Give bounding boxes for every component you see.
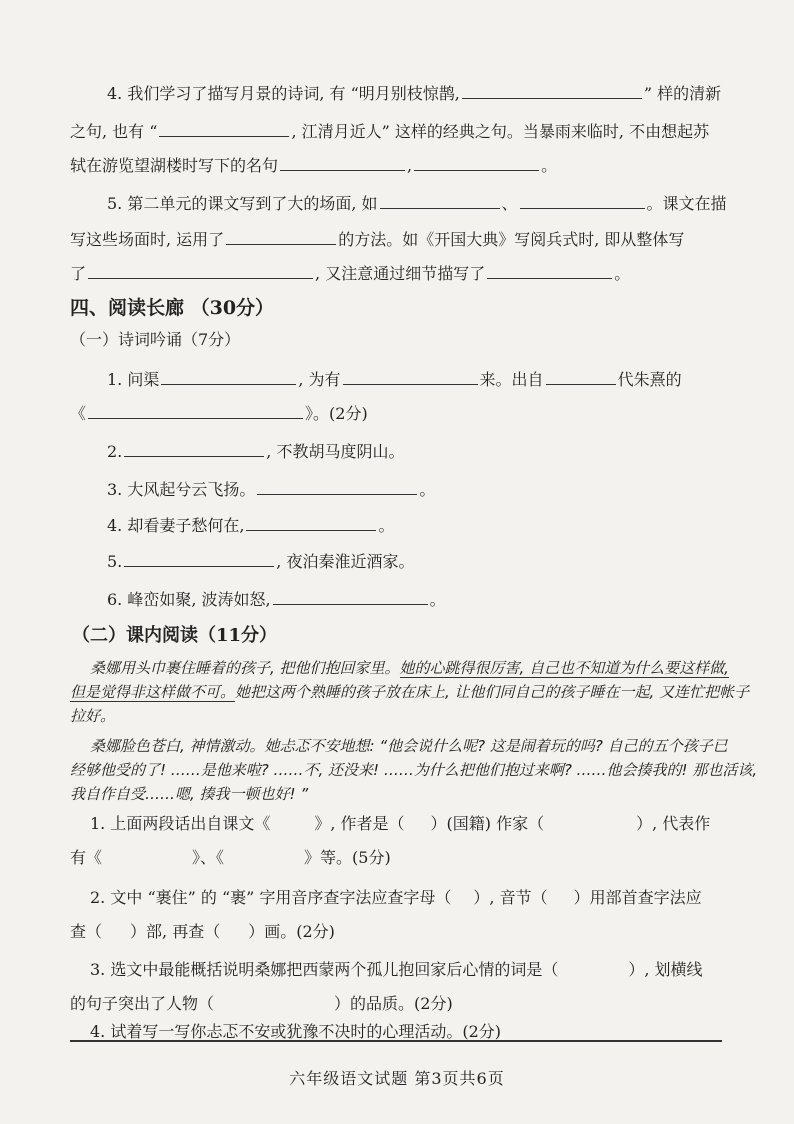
answer-blank[interactable] [462, 80, 642, 99]
answer-blank[interactable] [380, 190, 500, 209]
reading-q1-text-a: 1. 上面两段话出自课文《 [90, 814, 271, 833]
reading-q2-text-b: ）, 音节（ [473, 888, 548, 907]
poem-q2 [0, 438, 794, 464]
poem-q4 [0, 512, 794, 538]
reading-q2-text-d: 查（ [70, 922, 103, 941]
reading-q3-text-d: ）的品质。(2分) [334, 994, 453, 1013]
poem-q6-text-b: 。 [429, 590, 446, 609]
poem-q2-text-b: , 不教胡马度阴山。 [266, 442, 405, 461]
answer-blank[interactable] [88, 400, 303, 419]
answer-blank[interactable] [159, 118, 289, 137]
reading-q1-text-b: 》, 作者是（ [314, 814, 405, 833]
poem-q6 [0, 586, 794, 612]
q5-text-a: 5. 第二单元的课文写到了大的场面, 如 [107, 194, 378, 213]
reading-q1-text-d: ）, 代表作 [636, 814, 711, 833]
q5-text-h: 。 [614, 264, 631, 283]
reading-q1-text-f: 》、《 [192, 848, 225, 867]
answer-blank[interactable] [280, 152, 405, 171]
poem-q1-text-b: , 为有 [298, 370, 341, 389]
answer-blank[interactable] [520, 190, 645, 209]
reading-q1-line-2 [0, 846, 794, 870]
poem-q3 [0, 476, 794, 502]
poem-q4-text-a: 4. 却看妻子愁何在, [107, 516, 245, 535]
answer-blank[interactable] [124, 548, 274, 567]
part2-title: （二）课内阅读（11分） [72, 625, 278, 646]
q5-line-1 [0, 190, 794, 216]
q4-line-3 [0, 152, 794, 178]
q4-text-d: , 江清月近人” 这样的经典之句。当暴雨来临时, 不由想起苏 [291, 122, 710, 141]
q5-line-2 [0, 226, 794, 252]
answer-blank[interactable] [246, 512, 376, 531]
q4-text-g: 。 [541, 156, 558, 175]
q4-text-f: , [407, 156, 413, 175]
poem-q1-text-a: 1. 问渠 [107, 370, 160, 389]
q4-text-b: ” 样的清新 [643, 84, 722, 103]
answer-blank[interactable] [343, 366, 478, 385]
answer-blank[interactable] [414, 152, 539, 171]
reading-q1-text-g: 》等。(5分) [304, 848, 391, 867]
poem-q5-text-b: , 夜泊秦淮近酒家。 [276, 552, 415, 571]
q4-text-a: 4. 我们学习了描写月景的诗词, 有 “明月别枝惊鹊, [107, 84, 460, 103]
answer-blank[interactable] [161, 366, 296, 385]
reading-q3-text-c: 的句子突出了人物（ [70, 994, 215, 1013]
page-footer: 六年级语文试题 第3页共6页 [289, 1069, 505, 1088]
underlined-sentence: 她的心跳得很厉害, 自己也不知道为什么要这样做, [399, 659, 729, 677]
reading-q2-line-2 [0, 920, 794, 944]
answer-blank[interactable] [546, 366, 616, 385]
poem-q1-text-c: 来。出自 [479, 370, 544, 389]
poem-q1-line-1 [0, 366, 794, 392]
q5-line-3 [0, 260, 794, 286]
reading-q2-text-c: ）用部首查字法应 [573, 888, 702, 907]
poem-q5-text-a: 5. [107, 552, 123, 571]
poem-q1-line-2 [0, 400, 794, 426]
underlined-sentence: 但是觉得非这样做不可。 [70, 683, 236, 701]
passage-para2-line2: 经够他受的了! ……是他来啦? ……不, 还没来! ……为什么把他们抱过来啊? ……他会揍我的! 那也活该, [70, 761, 758, 779]
reading-q3-line-1 [0, 958, 794, 982]
poem-q3-text-a: 3. 大风起兮云飞扬。 [107, 480, 256, 499]
reading-q1-text-e: 有《 [70, 848, 103, 867]
reading-q2-line-1 [0, 886, 794, 910]
poem-q1-text-e: 《 [70, 404, 87, 423]
q5-text-f: 了 [70, 264, 87, 283]
q5-text-c: 。课文在描 [646, 194, 727, 213]
passage-text: 桑娜用头巾裹住睡着的孩子, 把他们抱回家里。 [90, 659, 400, 677]
passage-para1-line1 [0, 656, 794, 680]
answer-blank[interactable] [226, 226, 336, 245]
q5-text-g: , 又注意通过细节描写了 [315, 264, 486, 283]
q4-line-2 [0, 118, 794, 144]
q5-text-b: 、 [501, 194, 518, 213]
poem-q1-text-d: 代朱熹的 [617, 370, 682, 389]
reading-q4: 4. 试着写一写你忐忑不安或犹豫不决时的心理活动。(2分) [90, 1022, 502, 1041]
poem-q2-text-a: 2. [107, 442, 123, 461]
answer-blank[interactable] [487, 260, 612, 279]
answer-blank[interactable] [273, 586, 428, 605]
reading-q1-line-1 [0, 812, 794, 836]
q4-text-c: 之句, 也有 “ [70, 122, 158, 141]
reading-q3-text-a: 3. 选文中最能概括说明桑娜把西蒙两个孤儿抱回家后心情的词是（ [90, 960, 559, 979]
q5-text-e: 的方法。如《开国大典》写阅兵式时, 即从整体写 [338, 230, 685, 249]
reading-q2-text-f: ）画。(2分) [248, 922, 335, 941]
q4-text-e: 轼在游览望湖楼时写下的名句 [70, 156, 279, 175]
poem-q4-text-b: 。 [378, 516, 395, 535]
answer-blank[interactable] [88, 260, 313, 279]
passage-para1-line3: 拉好。 [70, 707, 116, 725]
reading-q3-text-b: ）, 划横线 [628, 960, 703, 979]
passage-para1-line2 [0, 680, 794, 704]
part1-title: （一）诗词吟诵（7分） [70, 330, 241, 349]
q4-line-1 [0, 80, 794, 106]
q5-text-d: 写这些场面时, 运用了 [70, 230, 225, 249]
passage-para2-line1: 桑娜脸色苍白, 神情激动。她忐忑不安地想: “他会说什么呢? 这是闹着玩的吗? 自己的五个孩子已 [90, 737, 728, 755]
reading-q3-line-2 [0, 992, 794, 1016]
poem-q1-text-f: 》。(2分) [305, 404, 368, 423]
section-4-title: 四、阅读长廊 （30分） [70, 297, 275, 319]
footer-divider [70, 1040, 722, 1042]
reading-q2-text-e: ）部, 再查（ [130, 922, 221, 941]
poem-q6-text-a: 6. 峰峦如聚, 波涛如怒, [107, 590, 271, 609]
answer-blank[interactable] [124, 438, 264, 457]
passage-text: 她把这两个熟睡的孩子放在床上, 让他们同自己的孩子睡在一起, 又连忙把帐子 [235, 683, 750, 701]
reading-q1-text-c: ）(国籍) 作家（ [430, 814, 545, 833]
passage-para2-line3: 我自作自受……嗯, 揍我一顿也好! ” [70, 785, 309, 803]
poem-q5 [0, 548, 794, 574]
answer-blank[interactable] [257, 476, 417, 495]
reading-q2-text-a: 2. 文中 “裹住” 的 “裹” 字用音序查字法应查字母（ [90, 888, 452, 907]
poem-q3-text-b: 。 [419, 480, 436, 499]
